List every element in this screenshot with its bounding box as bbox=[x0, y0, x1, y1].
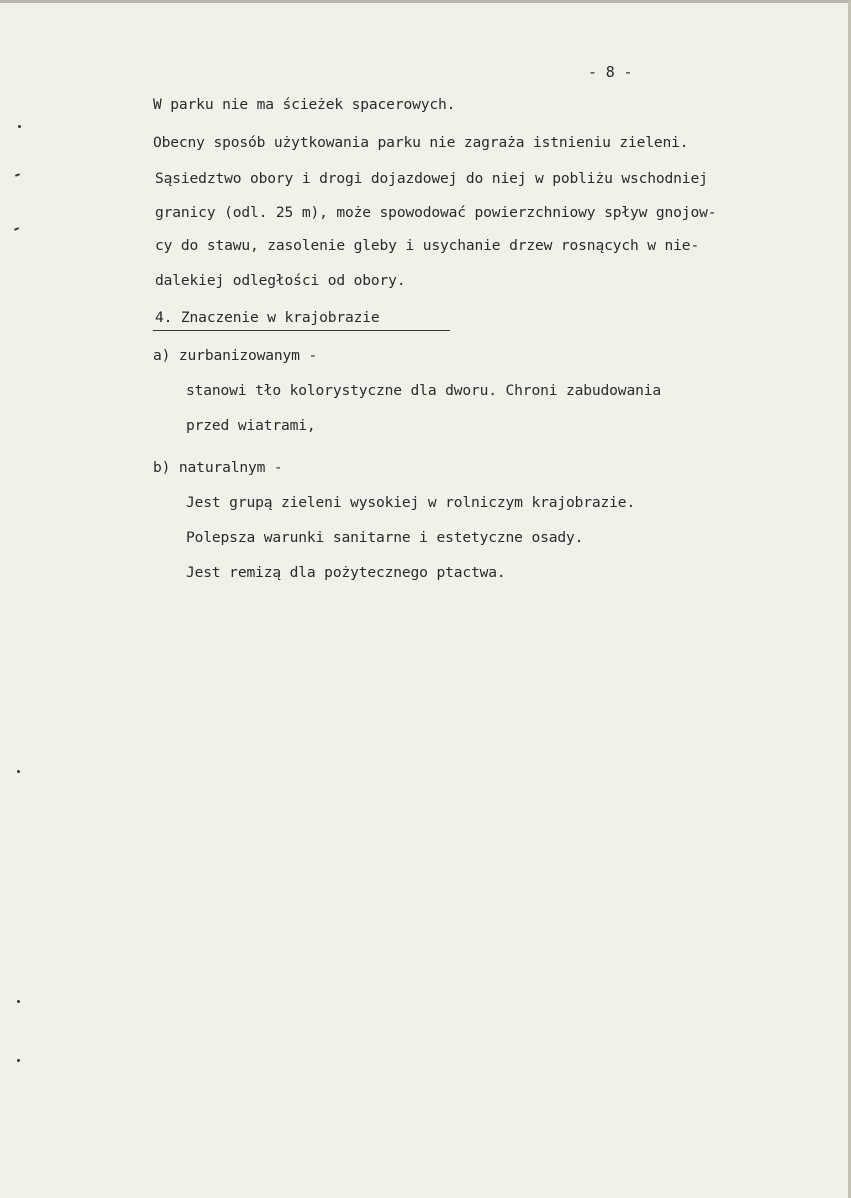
list-item-line: Polepsza warunki sanitarne i estetyczne osady. bbox=[186, 529, 584, 546]
margin-speck bbox=[15, 173, 20, 177]
page-number: - 8 - bbox=[588, 63, 633, 81]
list-item-line: przed wiatrami, bbox=[186, 417, 316, 434]
list-item-line: Jest grupą zieleni wysokiej w rolniczym krajobrazie. bbox=[186, 494, 636, 511]
list-item-label: a) zurbanizowanym - bbox=[153, 347, 318, 364]
paragraph-line: Obecny sposób użytkowania parku nie zagraża istnieniu zieleni. bbox=[153, 134, 689, 151]
paragraph-line: cy do stawu, zasolenie gleby i usychanie drzew rosnących w nie- bbox=[155, 237, 700, 254]
margin-speck bbox=[17, 1059, 20, 1062]
list-item-label: b) naturalnym - bbox=[153, 459, 283, 476]
margin-speck bbox=[17, 770, 20, 773]
paragraph-line: Sąsiedztwo obory i drogi dojazdowej do niej w pobliżu wschodniej bbox=[155, 170, 708, 187]
paragraph-line: W parku nie ma ścieżek spacerowych. bbox=[153, 96, 456, 113]
list-item-line: Jest remizą dla pożytecznego ptactwa. bbox=[186, 564, 506, 581]
section-heading: 4. Znaczenie w krajobrazie bbox=[155, 309, 380, 326]
paragraph-line: dalekiej odległości od obory. bbox=[155, 272, 406, 289]
list-item-line: stanowi tło kolorystyczne dla dworu. Chroni zabudowania bbox=[186, 382, 661, 399]
paragraph-line: granicy (odl. 25 m), może spowodować powierzchniowy spływ gnojow- bbox=[155, 204, 717, 221]
section-heading-underline bbox=[153, 330, 450, 331]
margin-speck bbox=[18, 125, 21, 128]
margin-speck bbox=[17, 1000, 20, 1003]
margin-speck bbox=[14, 227, 19, 231]
